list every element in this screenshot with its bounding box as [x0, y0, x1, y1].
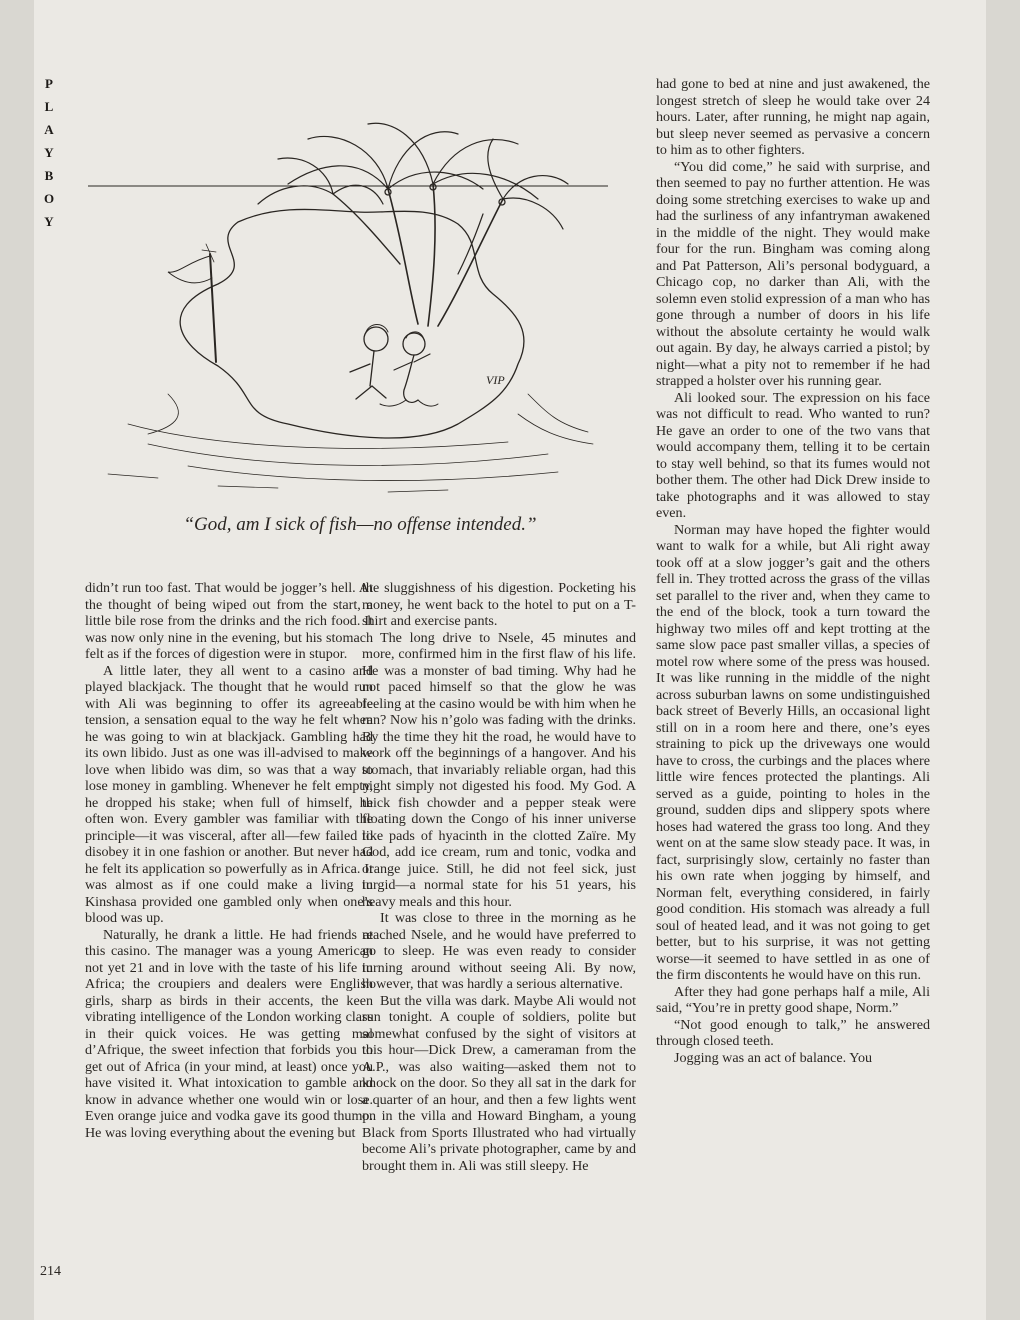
- article-paragraph: A little later, they all went to a casino and played blackjack. The thought that he would run with Ali was beginning to offer its agreeable tension, a sensation equal to the way he felt when he was going to win at blackjack. Gambling had its own libido. Just as one was ill-advised to make love when libido was dim, so was that a way to lose money in gambling. Whenever he felt empty, he dropped his stake; when full of himself, he often won. Every gambler was familiar with the principle—it was visceral, after all—few failed to disobey it in one fashion or another. But never had he felt its application so powerfully as in Africa. It was almost as if one could make a living in Kinshasa provided one gambled only when one’s blood was up.: [85, 662, 373, 926]
- cartoon-illustration: [88, 94, 608, 514]
- article-paragraph: “You did come,” he said with surprise, and then seemed to pay no further attention. He was doing some stretching exercises to wake up and had the surliness of any infantryman awakened in the middle of the night. They would make four for the run. Bingham was coming along and Pat Patterson, Ali’s personal bodyguard, a Chicago cop, no darker than Ali, with the solemn even stolid expression of a man who has gone through a number of doors in his life without the absolute certainty he would walk out again. By day, he always carried a pistol; by night—what a pity not to remember if he had strapped a holster over his running gear.: [656, 158, 930, 389]
- article-paragraph: didn’t run too fast. That would be jogger’s hell. At the thought of being wiped out from the start, a little bile rose from the drinks and the rich food. It was now only nine in the evening, but his stomach felt as if the forces of digestion were in stupor.: [85, 580, 373, 662]
- masthead: [42, 72, 56, 233]
- magazine-page: [34, 0, 986, 1320]
- article-paragraph: Jogging was an act of balance. You: [674, 1049, 873, 1066]
- masthead-letter: P: [45, 76, 53, 91]
- article-column-1: [85, 580, 373, 1141]
- article-paragraph: Norman may have hoped the fighter would want to walk for a while, but Ali right away took off at a slow jogger’s gait and the others fell in. They trotted across the grass of the villas set parallel to the river and, when they came to the end of the block, took a turn toward the highway two miles off and kept trotting at the same slow pace past smaller villas, a species of motel row where some of the press was housed. It was like running in the middle of the night across suburban lawns on some undistinguished back street of Beverly Hills, an occasional light still on in a room here and there, one’s eyes straining to pick up the driveways one would have to cross, the curbings and the places where little wire fences protected the plantings. Ali served as a guide, pointing to holes in the ground, sudden dips and slippery spots where hoses had watered the grass too long. And they went on at the same slow steady pace. It was, in fact, surprisingly slow, certainly no faster than his own rate when jogging by himself, and Norman felt, everything considered, in fairly good condition. His stomach was already a full soul of heated lead, and it was not going to get better, but to his surprise, it was not getting worse—it seemed to have settled in as one of the firm discontents he would have on this run.: [656, 521, 930, 983]
- article-paragraph: Ali looked sour. The expression on his face was not difficult to read. Who wanted to run? He gave an order to one of the two vans that would accompany them, telling it to be certain to stay well behind, so that its fumes would not bother them. The other had Dick Drew inside to take photographs and it was allowed to stay even.: [656, 389, 930, 521]
- article-paragraph: the sluggishness of his digestion. Pocketing his money, he went back to the hotel to put on a T-shirt and exercise pants.: [362, 580, 636, 629]
- masthead-letter: L: [44, 99, 54, 114]
- masthead-letter: A: [44, 122, 54, 137]
- masthead-letter: O: [43, 191, 55, 206]
- article-paragraph: After they had gone perhaps half a mile, Ali said, “You’re in pretty good shape, Norm.”: [656, 983, 930, 1016]
- article-paragraph: Naturally, he drank a little. He had friends at this casino. The manager was a young American not yet 21 and in love with the taste of his life in Africa; the croupiers and dealers were English girls, sharp as birds in their accents, the keen vibrating intelligence of the London working class in their quick voices. He was getting mal d’Afrique, the sweet infection that forbids you to get out of Africa (in your mind, at least) once you have visited it. What intoxication to gamble and know in advance whether one would win or lose. Even orange juice and vodka gave its good thump. He was loving everything about the evening but: [85, 926, 373, 1141]
- article-column-2: [362, 580, 636, 1174]
- cartoon-caption: “God, am I sick of fish—no offense intended.”: [183, 514, 537, 535]
- article-paragraph: The long drive to Nsele, 45 minutes and more, confirmed him in the first flaw of his life. He was a monster of bad timing. Why had he not paced himself so that the glow he was feeling at the casino would be with him when he ran? Now his n’golo was fading with the drinks. By the time they hit the road, he would have to work off the beginnings of a hangover. And his stomach, that invariably reliable organ, had this night simply not digested his food. My God. A thick fish chowder and a pepper steak were floating down the Congo of his inner universe like pads of hyacinth in the clotted Zaïre. My God, add ice cream, rum and tonic, vodka and orange juice. Still, he did not feel sick, just turgid—a normal state for his 51 years, his heavy meals and this hour.: [362, 629, 636, 910]
- masthead-letter: B: [44, 168, 54, 183]
- article-paragraph: But the villa was dark. Maybe Ali would not run tonight. A couple of soldiers, polite but somewhat confused by the sight of visitors at this hour—Dick Drew, a cameraman from the A.P., was also waiting—asked them not to knock on the door. So they all sat in the dark for a quarter of an hour, and then a few lights went on in the villa and Howard Bingham, a young Black from Sports Illustrated who had virtually become Ali’s private photographer, came by and brought them in. Ali was still sleepy. He: [362, 992, 636, 1174]
- cartoon-signature: VIP: [486, 373, 505, 387]
- page-number: 214: [40, 1264, 61, 1279]
- article-paragraph: It was close to three in the morning as he reached Nsele, and he would have preferred to go to sleep. He was even ready to consider turning around without seeing Ali. By now, however, that was hardly a serious alternative.: [362, 910, 636, 992]
- article-column-3: [656, 76, 930, 1066]
- article-paragraph: had gone to bed at nine and just awakened, the longest stretch of sleep he would take over 24 hours. Later, after running, he might nap again, but sleep never seemed as pervasive a concern to him as to other fighters.: [656, 76, 930, 158]
- article-paragraph: “Not good enough to talk,” he answered through closed teeth.: [656, 1016, 930, 1049]
- masthead-letter: Y: [44, 214, 54, 229]
- masthead-letter: Y: [44, 145, 54, 160]
